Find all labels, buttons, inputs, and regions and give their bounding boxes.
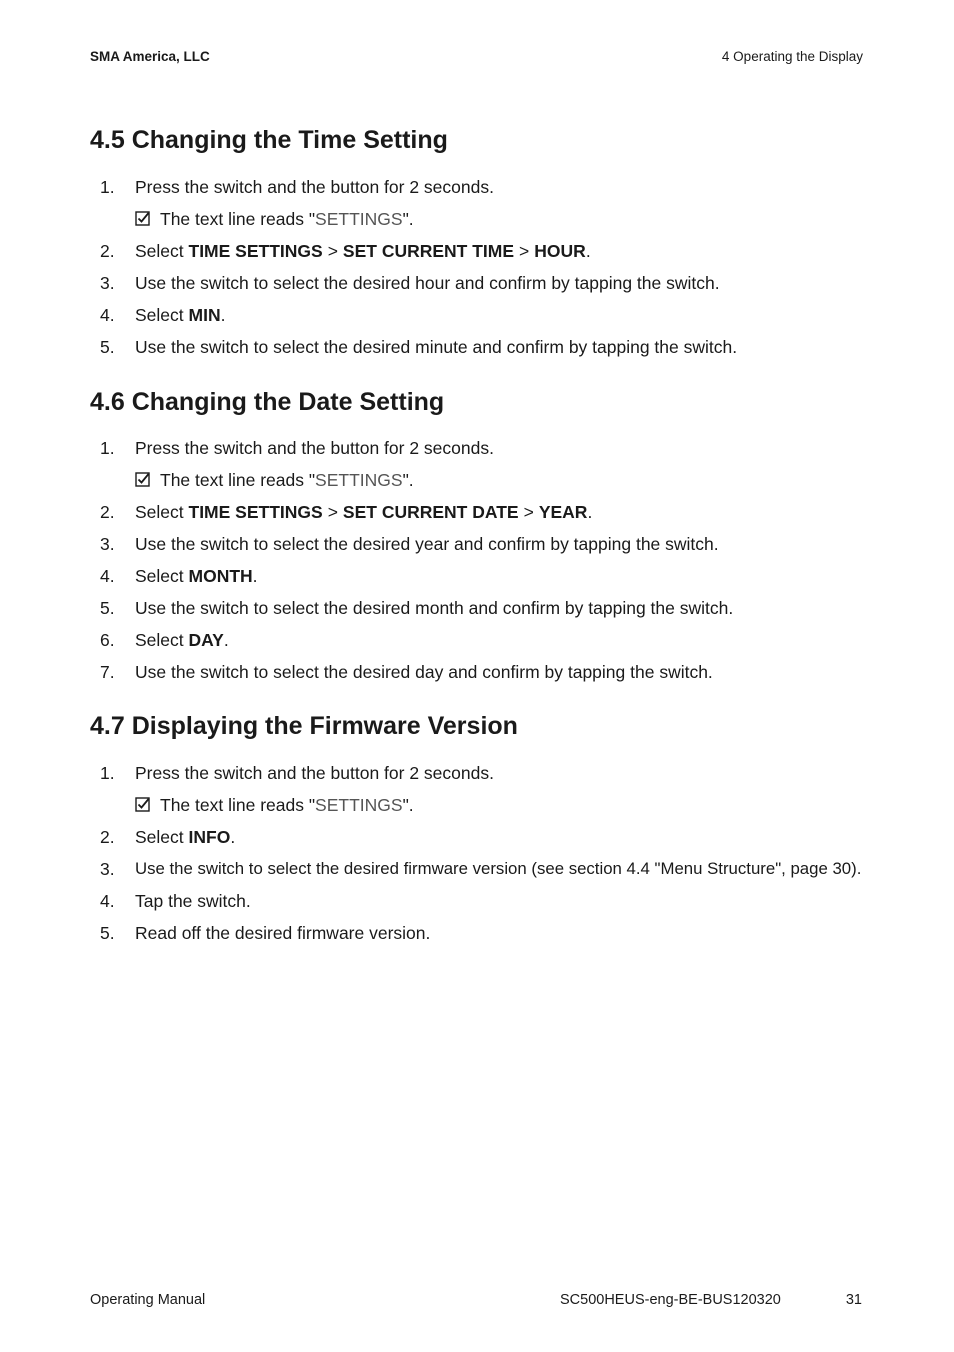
step-number: 2. [100, 502, 115, 522]
list-item [90, 432, 880, 464]
step-text: Use the switch to select the desired hour and confirm by tapping the switch. [135, 273, 720, 293]
step-text: Press the switch and the button for 2 seconds. [135, 438, 494, 458]
step-text: Press the switch and the button for 2 seconds. [135, 177, 494, 197]
menu-path-item: SET CURRENT TIME [342, 241, 515, 261]
step-number: 5. [100, 923, 115, 943]
result-text: The text line reads "SETTINGS". [160, 470, 414, 490]
list-item [90, 821, 880, 853]
page-number: 31 [845, 1292, 862, 1308]
step-number: 4. [100, 566, 115, 586]
checkbox-checked-icon [135, 203, 150, 235]
step-number: 5. [100, 337, 115, 357]
step-list [90, 171, 880, 363]
footer-document-type: Operating Manual [90, 1292, 206, 1308]
menu-path-item: YEAR [538, 502, 588, 522]
list-item [90, 757, 880, 789]
step-result [90, 789, 880, 821]
step-text: Select TIME SETTINGS > SET CURRENT DATE > YEAR. [135, 502, 593, 522]
step-text: Select DAY. [135, 630, 229, 650]
menu-path-item: TIME SETTINGS [188, 241, 323, 261]
menu-path-item: SET CURRENT DATE [342, 502, 519, 522]
list-item [90, 235, 880, 267]
step-number: 2. [100, 241, 115, 261]
list-item [90, 853, 880, 885]
header-chapter: 4 Operating the Display [721, 49, 863, 64]
step-text: Select TIME SETTINGS > SET CURRENT TIME > HOUR. [135, 241, 591, 261]
section-title: 4.7 Displaying the Firmware Version [90, 712, 518, 740]
step-number: 1. [100, 177, 115, 197]
step-text: Select MIN. [135, 305, 226, 325]
section-title: 4.5 Changing the Time Setting [90, 126, 448, 154]
step-text: Select INFO. [135, 827, 236, 847]
result-text: The text line reads "SETTINGS". [160, 209, 414, 229]
step-number: 1. [100, 763, 115, 783]
header-company: SMA America, LLC [90, 49, 210, 64]
list-item [90, 496, 880, 528]
section-firmware-version [90, 710, 880, 949]
list-item [90, 592, 880, 624]
step-number: 3. [100, 859, 115, 879]
list-item [90, 560, 880, 592]
list-item [90, 267, 880, 299]
display-value: SETTINGS [315, 470, 403, 490]
step-text: Use the switch to select the desired minute and confirm by tapping the switch. [135, 337, 738, 357]
step-number: 4. [100, 891, 115, 911]
list-item [90, 171, 880, 203]
checkbox-checked-icon [135, 789, 150, 821]
step-number: 2. [100, 827, 115, 847]
step-number: 4. [100, 305, 115, 325]
step-list [90, 757, 880, 949]
section-date-setting [90, 386, 880, 688]
list-item [90, 528, 880, 560]
step-result [90, 464, 880, 496]
display-value: SETTINGS [315, 209, 403, 229]
menu-item: INFO [188, 827, 231, 847]
step-text: Use the switch to select the desired month and confirm by tapping the switch. [135, 598, 734, 618]
step-result [90, 203, 880, 235]
menu-path-item: TIME SETTINGS [188, 502, 323, 522]
list-item [90, 656, 880, 688]
list-item [90, 299, 880, 331]
menu-path-item: HOUR [534, 241, 586, 261]
step-text: Select MONTH. [135, 566, 258, 586]
section-title: 4.6 Changing the Date Setting [90, 388, 445, 416]
step-text: Use the switch to select the desired day and confirm by tapping the switch. [135, 662, 713, 682]
step-text: Press the switch and the button for 2 seconds. [135, 763, 494, 783]
step-number: 3. [100, 273, 115, 293]
list-item [90, 624, 880, 656]
menu-item: MONTH [188, 566, 253, 586]
step-number: 5. [100, 598, 115, 618]
step-text: Read off the desired firmware version. [135, 923, 431, 943]
checkbox-checked-icon [135, 464, 150, 496]
footer-document-code: SC500HEUS-eng-BE-BUS120320 [560, 1292, 781, 1308]
step-text: Use the switch to select the desired firmware version (see section 4.4 "Menu Structure", page 30). [135, 859, 862, 878]
step-text: Use the switch to select the desired year and confirm by tapping the switch. [135, 534, 719, 554]
step-number: 1. [100, 438, 115, 458]
list-item [90, 917, 880, 949]
step-text: Tap the switch. [135, 891, 251, 911]
step-number: 3. [100, 534, 115, 554]
list-item [90, 885, 880, 917]
step-number: 7. [100, 662, 115, 682]
result-text: The text line reads "SETTINGS". [160, 795, 414, 815]
menu-item: MIN [188, 305, 221, 325]
step-list [90, 432, 880, 688]
step-number: 6. [100, 630, 115, 650]
menu-item: DAY [188, 630, 224, 650]
display-value: SETTINGS [315, 795, 403, 815]
section-time-setting [90, 124, 880, 363]
list-item [90, 331, 880, 363]
